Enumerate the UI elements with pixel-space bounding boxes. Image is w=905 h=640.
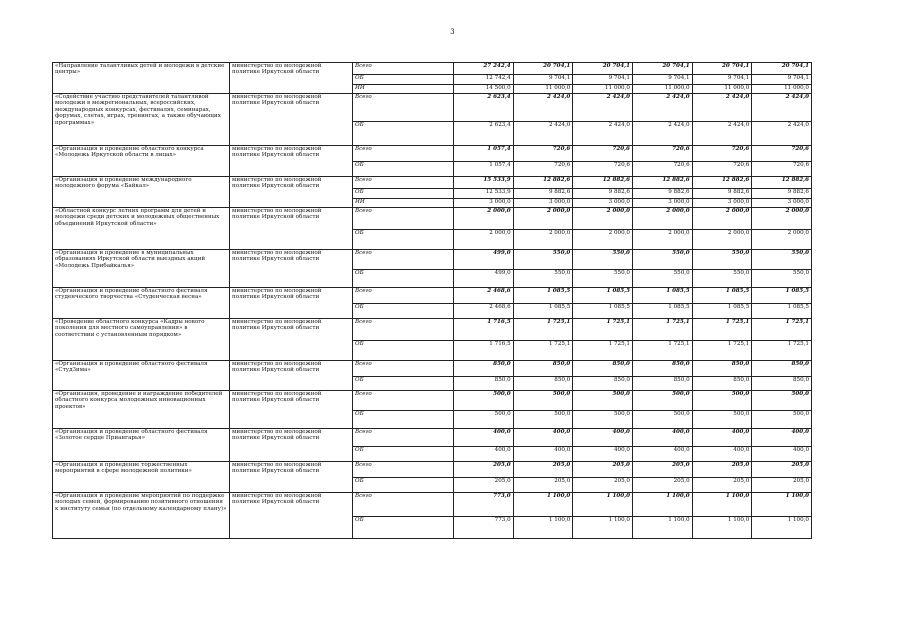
amount-cell: 1 725,1 <box>513 319 573 341</box>
amount-cell: 2 000,0 <box>513 230 573 250</box>
amount-cell: 500,0 <box>513 411 573 429</box>
activity-name-cell: «Областной конкурс летних программ для детей и молодежи среди детских и молодежных общественных объединений Иркутской области» <box>53 208 230 250</box>
amount-cell: 2 424,0 <box>513 94 573 122</box>
table-row <box>53 462 812 478</box>
amount-cell: 2 000,0 <box>632 208 692 230</box>
amount-cell: 400,0 <box>513 447 573 462</box>
amount-cell: 2 424,0 <box>752 122 812 146</box>
amount-cell: 1 716,5 <box>454 319 514 341</box>
responsible-cell: министерство по молодежной политике Иркутской области <box>230 208 353 250</box>
amount-cell: 400,0 <box>692 429 752 447</box>
amount-cell: 2 424,0 <box>632 94 692 122</box>
amount-cell: 2 424,0 <box>573 94 633 122</box>
funding-source-cell: Всего <box>353 493 454 517</box>
funding-source-cell: ИИ <box>353 85 454 94</box>
funding-source-cell: ОБ <box>353 447 454 462</box>
amount-cell: 9 882,6 <box>573 189 633 199</box>
amount-cell: 2 000,0 <box>454 230 514 250</box>
funding-source-cell: Всего <box>353 462 454 478</box>
amount-cell: 2 000,0 <box>692 208 752 230</box>
responsible-cell: министерство по молодежной политике Иркутской области <box>230 462 353 493</box>
amount-cell: 12 882,6 <box>513 177 573 189</box>
amount-cell: 850,0 <box>632 377 692 391</box>
amount-cell: 27 242,4 <box>454 63 514 75</box>
responsible-cell: министерство по молодежной политике Иркутской области <box>230 288 353 319</box>
activity-name-cell: «Организация и проведение в муниципальных образованиях Иркутской области выездных акций «Молодежь Прибайкалья» <box>53 250 230 288</box>
amount-cell: 1 725,1 <box>632 341 692 361</box>
amount-cell: 9 882,6 <box>692 189 752 199</box>
funding-source-cell: ИИ <box>353 199 454 208</box>
activity-name-cell: «Проведение областного конкурса «Кадры нового поколения для местного самоуправления» в соответствии с установленным порядком» <box>53 319 230 361</box>
responsible-cell: министерство по молодежной политике Иркутской области <box>230 391 353 429</box>
responsible-cell: министерство по молодежной политике Иркутской области <box>230 177 353 208</box>
activity-name-cell: «Организация и проведение областного конкурса «Молодежь Иркутской области в лицах» <box>53 146 230 177</box>
funding-source-cell: Всего <box>353 94 454 122</box>
amount-cell: 720,6 <box>573 162 633 177</box>
funding-source-cell: ОБ <box>353 377 454 391</box>
funding-source-cell: ОБ <box>353 270 454 288</box>
amount-cell: 400,0 <box>752 429 812 447</box>
table-row <box>53 319 812 341</box>
amount-cell: 1 085,5 <box>752 288 812 304</box>
amount-cell: 1 725,1 <box>573 319 633 341</box>
amount-cell: 499,0 <box>454 250 514 270</box>
amount-cell: 720,6 <box>513 146 573 162</box>
table-row <box>53 146 812 162</box>
amount-cell: 2 424,0 <box>573 122 633 146</box>
funding-source-cell: Всего <box>353 250 454 270</box>
funding-source-cell: ОБ <box>353 478 454 493</box>
table-row <box>53 250 812 270</box>
funding-source-cell: ОБ <box>353 75 454 85</box>
amount-cell: 205,0 <box>692 478 752 493</box>
table-row <box>53 493 812 517</box>
activity-name-cell: «Организация и проведение областного фестиваля студенческого творчества «Студенческая весна» <box>53 288 230 319</box>
amount-cell: 205,0 <box>752 478 812 493</box>
table-row <box>53 391 812 411</box>
amount-cell: 500,0 <box>454 391 514 411</box>
amount-cell: 400,0 <box>513 429 573 447</box>
amount-cell: 2 424,0 <box>632 122 692 146</box>
amount-cell: 773,0 <box>454 517 514 539</box>
activity-name-cell: «Организация, проведение и награждение победителей областного конкурса молодежных инновационных проектов» <box>53 391 230 429</box>
funding-source-cell: ОБ <box>353 122 454 146</box>
amount-cell: 3 000,0 <box>454 199 514 208</box>
amount-cell: 850,0 <box>573 361 633 377</box>
amount-cell: 1 085,5 <box>513 288 573 304</box>
amount-cell: 1 716,5 <box>454 341 514 361</box>
amount-cell: 500,0 <box>632 411 692 429</box>
amount-cell: 550,0 <box>692 270 752 288</box>
responsible-cell: министерство по молодежной политике Иркутской области <box>230 493 353 539</box>
funding-source-cell: ОБ <box>353 341 454 361</box>
funding-source-cell: ОБ <box>353 411 454 429</box>
amount-cell: 550,0 <box>692 250 752 270</box>
amount-cell: 500,0 <box>692 411 752 429</box>
amount-cell: 400,0 <box>573 429 633 447</box>
amount-cell: 11 000,0 <box>513 85 573 94</box>
amount-cell: 1 100,0 <box>632 517 692 539</box>
amount-cell: 11 000,0 <box>752 85 812 94</box>
amount-cell: 2 623,4 <box>454 94 514 122</box>
amount-cell: 720,6 <box>513 162 573 177</box>
amount-cell: 1 085,5 <box>752 304 812 319</box>
amount-cell: 1 085,5 <box>573 288 633 304</box>
amount-cell: 1 725,1 <box>752 341 812 361</box>
responsible-cell: министерство по молодежной политике Иркутской области <box>230 429 353 462</box>
amount-cell: 3 000,0 <box>752 199 812 208</box>
amount-cell: 20 704,1 <box>752 63 812 75</box>
amount-cell: 850,0 <box>692 377 752 391</box>
amount-cell: 850,0 <box>573 377 633 391</box>
amount-cell: 2 000,0 <box>692 230 752 250</box>
table-row <box>53 361 812 377</box>
amount-cell: 12 882,6 <box>632 177 692 189</box>
amount-cell: 1 100,0 <box>632 493 692 517</box>
amount-cell: 499,0 <box>454 270 514 288</box>
amount-cell: 2 000,0 <box>573 208 633 230</box>
amount-cell: 720,6 <box>752 146 812 162</box>
amount-cell: 400,0 <box>573 447 633 462</box>
amount-cell: 2 424,0 <box>752 94 812 122</box>
amount-cell: 550,0 <box>573 250 633 270</box>
funding-source-cell: Всего <box>353 63 454 75</box>
amount-cell: 850,0 <box>454 377 514 391</box>
funding-source-cell: ОБ <box>353 517 454 539</box>
amount-cell: 1 085,5 <box>573 304 633 319</box>
amount-cell: 720,6 <box>692 162 752 177</box>
amount-cell: 500,0 <box>752 411 812 429</box>
amount-cell: 205,0 <box>632 478 692 493</box>
amount-cell: 1 085,5 <box>632 288 692 304</box>
amount-cell: 1 100,0 <box>573 517 633 539</box>
amount-cell: 11 000,0 <box>573 85 633 94</box>
table-row <box>53 94 812 122</box>
amount-cell: 1 085,5 <box>513 304 573 319</box>
amount-cell: 773,0 <box>454 493 514 517</box>
amount-cell: 2 000,0 <box>752 208 812 230</box>
budget-table <box>52 62 812 539</box>
amount-cell: 205,0 <box>752 462 812 478</box>
amount-cell: 550,0 <box>752 250 812 270</box>
amount-cell: 850,0 <box>692 361 752 377</box>
activity-name-cell: «Организация и проведение мероприятий по поддержке молодых семей, формированию позитивного отношения к институту семьи (по отдельному календарному плану)» <box>53 493 230 539</box>
funding-source-cell: ОБ <box>353 162 454 177</box>
amount-cell: 12 882,6 <box>692 177 752 189</box>
amount-cell: 400,0 <box>752 447 812 462</box>
amount-cell: 1 725,1 <box>692 319 752 341</box>
table-row <box>53 429 812 447</box>
responsible-cell: министерство по молодежной политике Иркутской области <box>230 63 353 94</box>
amount-cell: 850,0 <box>454 361 514 377</box>
amount-cell: 20 704,1 <box>632 63 692 75</box>
responsible-cell: министерство по молодежной политике Иркутской области <box>230 250 353 288</box>
budget-table-body <box>53 63 812 539</box>
table-row <box>53 288 812 304</box>
responsible-cell: министерство по молодежной политике Иркутской области <box>230 94 353 146</box>
table-row <box>53 208 812 230</box>
amount-cell: 2 468,6 <box>454 304 514 319</box>
amount-cell: 2 000,0 <box>513 208 573 230</box>
funding-source-cell: Всего <box>353 177 454 189</box>
amount-cell: 20 704,1 <box>513 63 573 75</box>
amount-cell: 205,0 <box>692 462 752 478</box>
amount-cell: 12 882,6 <box>752 177 812 189</box>
amount-cell: 550,0 <box>573 270 633 288</box>
funding-source-cell: Всего <box>353 146 454 162</box>
amount-cell: 1 085,5 <box>692 304 752 319</box>
amount-cell: 2 424,0 <box>692 94 752 122</box>
table-row <box>53 63 812 75</box>
amount-cell: 720,6 <box>752 162 812 177</box>
amount-cell: 1 100,0 <box>752 517 812 539</box>
funding-source-cell: Всего <box>353 288 454 304</box>
amount-cell: 1 725,1 <box>513 341 573 361</box>
amount-cell: 205,0 <box>573 478 633 493</box>
amount-cell: 9 882,6 <box>752 189 812 199</box>
funding-source-cell: Всего <box>353 208 454 230</box>
amount-cell: 3 000,0 <box>632 199 692 208</box>
amount-cell: 2 000,0 <box>454 208 514 230</box>
amount-cell: 12 533,9 <box>454 189 514 199</box>
amount-cell: 1 057,4 <box>454 146 514 162</box>
amount-cell: 1 100,0 <box>513 493 573 517</box>
amount-cell: 1 085,5 <box>632 304 692 319</box>
amount-cell: 3 000,0 <box>513 199 573 208</box>
amount-cell: 550,0 <box>513 270 573 288</box>
activity-name-cell: «Направление талантливых детей и молодежи в детские центры» <box>53 63 230 94</box>
amount-cell: 1 100,0 <box>573 493 633 517</box>
amount-cell: 500,0 <box>573 391 633 411</box>
amount-cell: 720,6 <box>692 146 752 162</box>
amount-cell: 9 704,1 <box>573 75 633 85</box>
amount-cell: 9 882,6 <box>632 189 692 199</box>
amount-cell: 550,0 <box>513 250 573 270</box>
amount-cell: 2 424,0 <box>692 122 752 146</box>
activity-name-cell: «Организация и проведение торжественных мероприятий в сфере молодежной политики» <box>53 462 230 493</box>
amount-cell: 500,0 <box>454 411 514 429</box>
amount-cell: 205,0 <box>454 478 514 493</box>
funding-source-cell: Всего <box>353 319 454 341</box>
activity-name-cell: «Организация и проведение областного фестиваля «Золотое сердце Приангарья» <box>53 429 230 462</box>
amount-cell: 9 882,6 <box>513 189 573 199</box>
amount-cell: 1 725,1 <box>632 319 692 341</box>
amount-cell: 9 704,1 <box>632 75 692 85</box>
amount-cell: 15 533,9 <box>454 177 514 189</box>
activity-name-cell: «Организация и проведение международного молодежного форума «Байкал» <box>53 177 230 208</box>
amount-cell: 12 742,4 <box>454 75 514 85</box>
table-row <box>53 177 812 189</box>
amount-cell: 1 725,1 <box>573 341 633 361</box>
amount-cell: 550,0 <box>752 270 812 288</box>
funding-source-cell: ОБ <box>353 230 454 250</box>
amount-cell: 400,0 <box>632 447 692 462</box>
funding-source-cell: ОБ <box>353 304 454 319</box>
amount-cell: 1 057,4 <box>454 162 514 177</box>
amount-cell: 205,0 <box>454 462 514 478</box>
amount-cell: 1 100,0 <box>513 517 573 539</box>
amount-cell: 1 100,0 <box>692 493 752 517</box>
activity-name-cell: «Содействие участию представителей талантливой молодежи в межрегиональных, всероссийских, международных конкурсах, фестивалях, семинарах, форумах, слетах, играх, тренингах, а также обучающих программах» <box>53 94 230 146</box>
amount-cell: 2 000,0 <box>632 230 692 250</box>
amount-cell: 400,0 <box>632 429 692 447</box>
amount-cell: 2 424,0 <box>513 122 573 146</box>
amount-cell: 1 085,5 <box>692 288 752 304</box>
amount-cell: 9 704,1 <box>513 75 573 85</box>
amount-cell: 205,0 <box>573 462 633 478</box>
responsible-cell: министерство по молодежной политике Иркутской области <box>230 146 353 177</box>
amount-cell: 850,0 <box>752 361 812 377</box>
amount-cell: 720,6 <box>632 162 692 177</box>
amount-cell: 500,0 <box>573 411 633 429</box>
amount-cell: 12 882,6 <box>573 177 633 189</box>
amount-cell: 500,0 <box>752 391 812 411</box>
amount-cell: 500,0 <box>632 391 692 411</box>
amount-cell: 205,0 <box>513 462 573 478</box>
amount-cell: 2 468,6 <box>454 288 514 304</box>
page-number: 3 <box>450 28 455 36</box>
responsible-cell: министерство по молодежной политике Иркутской области <box>230 361 353 391</box>
amount-cell: 400,0 <box>692 447 752 462</box>
amount-cell: 850,0 <box>513 361 573 377</box>
amount-cell: 500,0 <box>513 391 573 411</box>
amount-cell: 20 704,1 <box>692 63 752 75</box>
amount-cell: 11 000,0 <box>632 85 692 94</box>
amount-cell: 205,0 <box>513 478 573 493</box>
amount-cell: 850,0 <box>632 361 692 377</box>
amount-cell: 720,6 <box>573 146 633 162</box>
amount-cell: 850,0 <box>513 377 573 391</box>
funding-source-cell: Всего <box>353 361 454 377</box>
amount-cell: 550,0 <box>632 250 692 270</box>
responsible-cell: министерство по молодежной политике Иркутской области <box>230 319 353 361</box>
amount-cell: 400,0 <box>454 447 514 462</box>
funding-source-cell: Всего <box>353 429 454 447</box>
amount-cell: 550,0 <box>632 270 692 288</box>
amount-cell: 20 704,1 <box>573 63 633 75</box>
activity-name-cell: «Организация и проведение областного фестиваля «СтудЗима» <box>53 361 230 391</box>
amount-cell: 3 000,0 <box>692 199 752 208</box>
amount-cell: 720,6 <box>632 146 692 162</box>
amount-cell: 11 000,0 <box>692 85 752 94</box>
amount-cell: 1 100,0 <box>692 517 752 539</box>
funding-source-cell: Всего <box>353 391 454 411</box>
amount-cell: 9 704,1 <box>692 75 752 85</box>
amount-cell: 500,0 <box>692 391 752 411</box>
amount-cell: 1 725,1 <box>692 341 752 361</box>
amount-cell: 9 704,1 <box>752 75 812 85</box>
amount-cell: 2 623,4 <box>454 122 514 146</box>
amount-cell: 1 100,0 <box>752 493 812 517</box>
amount-cell: 14 500,0 <box>454 85 514 94</box>
funding-source-cell: ОБ <box>353 189 454 199</box>
amount-cell: 3 000,0 <box>573 199 633 208</box>
amount-cell: 1 725,1 <box>752 319 812 341</box>
amount-cell: 2 000,0 <box>752 230 812 250</box>
amount-cell: 205,0 <box>632 462 692 478</box>
amount-cell: 850,0 <box>752 377 812 391</box>
amount-cell: 400,0 <box>454 429 514 447</box>
amount-cell: 2 000,0 <box>573 230 633 250</box>
